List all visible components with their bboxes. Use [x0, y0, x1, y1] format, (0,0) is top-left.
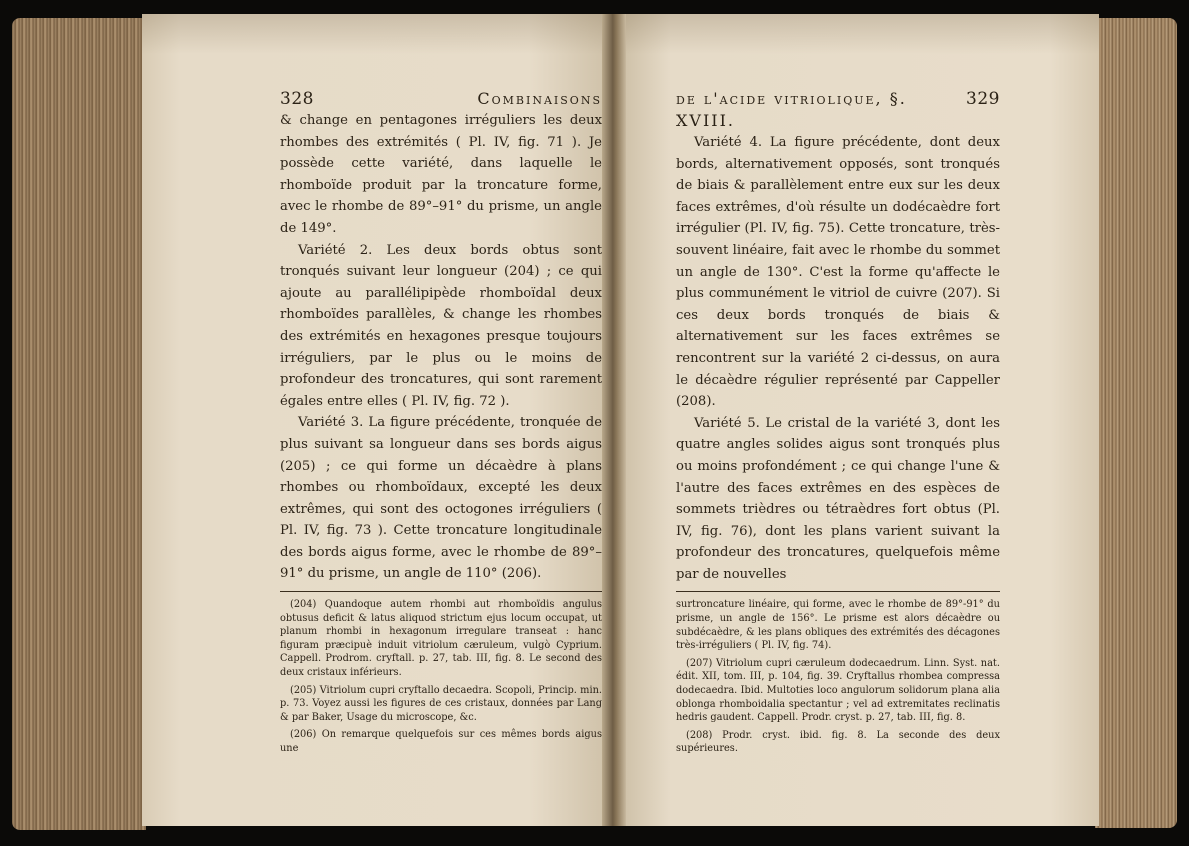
page-number: 329	[966, 89, 1000, 109]
footnote-rule	[280, 591, 602, 592]
paragraph: Variété 3. La figure précédente, tronquée de plus suivant sa longueur dans ses bords aigus (205) ; ce qui forme un décaèdre à plans rhombes ou rhomboïdaux, excepté les deux extrêmes, qui sont des octogones irréguliers ( Pl. IV, fig. 73 ). Cette troncature longitudinale des bords aigus forme, avec le rhombe de 89°–91° du prisme, un angle de 110° (206).	[280, 415, 602, 582]
right-page-header	[676, 88, 1000, 132]
left-footnotes	[280, 598, 602, 756]
page-shadow	[142, 14, 614, 54]
right-footnotes	[676, 598, 1000, 756]
page-edges-right	[1095, 18, 1177, 828]
page-number: 328	[280, 89, 314, 109]
footnote: surtroncature linéaire, qui forme, avec le rhombe de 89°-91° du prisme, un angle de 156°. Le prisme est alors décaèdre ou subdécaèdre, & les plans obliques des extrémités des décagones très-irréguliers ( Pl. IV, fig. 74).	[676, 599, 1000, 652]
paragraph: Variété 4. La figure précédente, dont deux bords, alternativement opposés, sont tronqués de biais & parallèlement entre eux sur les deux faces extrêmes, d'où résulte un dodécaèdre fort irrégulier (Pl. IV, fig. 75). Cette troncature, très-souvent linéaire, fait avec le rhombe du sommet un angle de 130°. C'est la forme qu'affecte le plus communément le vitriol de cuivre (207). Si ces deux bords tronqués de biais & alternativement sur les faces extrêmes se rencontrent sur la variété 2 ci-dessus, on aura le décaèdre régulier représenté par Cappeller (208).	[676, 135, 1000, 410]
left-page-header	[280, 88, 602, 110]
book-gutter	[602, 14, 626, 826]
left-body-text	[280, 110, 602, 585]
running-title: de l'acide vitriolique, §. XVIII.	[676, 89, 907, 130]
paragraph: Variété 2. Les deux bords obtus sont tronqués suivant leur longueur (204) ; ce qui ajoute au parallélipipède rhomboïdal deux rhomboïdes parallèles, & change les rhombes des extrémités en hexagones presque toujours irréguliers, par le plus ou le moins de profondeur des troncatures, qui sont rarement égales entre elles ( Pl. IV, fig. 72 ).	[280, 242, 602, 409]
page-edges-left	[12, 18, 146, 830]
right-body-text	[676, 132, 1000, 585]
footnote: (205) Vitriolum cupri cryftallo decaedra. Scopoli, Princip. min. p. 73. Voyez aussi les figures de ces cristaux, données par Lang & par Baker, Usage du microscope, &c.	[280, 684, 602, 723]
right-page-content	[676, 88, 1000, 760]
paragraph: Variété 5. Le cristal de la variété 3, dont les quatre angles solides aigus sont tronqués plus ou moins profondément ; ce qui change l'une & l'autre des faces extrêmes en des espèces de sommets trièdres ou tétraèdres fort obtus (Pl. IV, fig. 76), dont les plans varient suivant la profondeur des troncatures, quelquefois même par de nouvelles	[676, 415, 1000, 582]
left-page-content	[280, 88, 602, 760]
page-shadow	[612, 14, 1099, 54]
right-page	[612, 14, 1099, 826]
open-book	[12, 10, 1177, 838]
footnote: (204) Quandoque autem rhombi aut rhomboïdis angulus obtusus deficit & latus aliquod strictum ejus locum occupat, ut planum rhombi in hexagonum irregulare transeat : hanc figuram præcipuè induit vitriolum cæruleum, vulgò Cyprium. Cappell. Prodrom. cryftall. p. 27, tab. III, fig. 8. Le second des deux cristaux inférieurs.	[280, 599, 602, 679]
footnote: (208) Prodr. cryst. ibid. fig. 8. La seconde des deux supérieures.	[676, 729, 1000, 755]
footnote: (206) On remarque quelquefois sur ces mêmes bords aigus une	[280, 729, 602, 754]
footnote: (207) Vitriolum cupri cæruleum dodecaedrum. Linn. Syst. nat. édit. XII, tom. III, p. 104, fig. 39. Cryftallus rhombea compressa dodecaedra. Ibid. Multoties loco angulorum solidorum plana alia oblonga rhomboidalia spectantur ; vel ad extremitates reclinatis hedris gaudent. Cappell. Prodr. cryst. p. 27, tab. III, fig. 8.	[676, 657, 1000, 724]
paragraph: & change en pentagones irréguliers les deux rhombes des extrémités ( Pl. IV, fig. 71 ). Je possède cette variété, dans laquelle le rhomboïde produit par la troncature forme, avec le rhombe de 89°–91° du prisme, un angle de 149°.	[280, 113, 602, 236]
footnote-rule	[676, 591, 1000, 592]
running-title: Combinaisons	[477, 89, 602, 108]
left-page	[142, 14, 614, 826]
